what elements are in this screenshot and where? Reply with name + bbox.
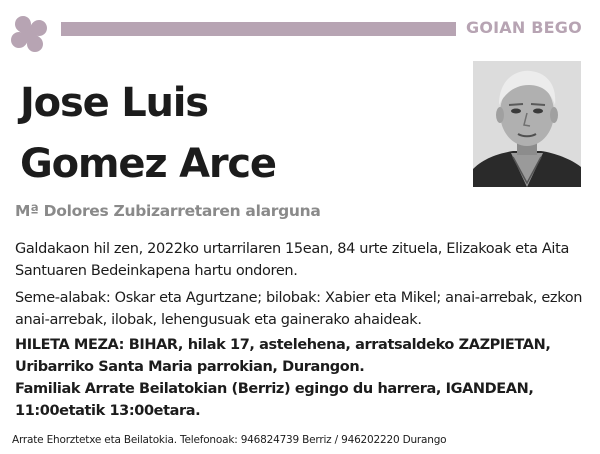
- reception-paragraph: Familiak Arrate Beilatokian (Berriz) egingo du harrera, IGANDEAN, 11:00etatik 13:00etara.: [15, 381, 534, 419]
- lauburu-icon: [3, 8, 55, 60]
- death-notice-paragraph: Galdakaon hil zen, 2022ko urtarrilaren 15ean, 84 urte zituela, Elizakoak eta Aita Santuaren Bedeinkapena hartu ondoren.: [15, 241, 569, 279]
- header-rule: [61, 22, 456, 36]
- deceased-first-name: Jose Luis: [20, 80, 208, 126]
- header-label: GOIAN BEGO: [466, 18, 582, 37]
- header: [0, 0, 600, 60]
- funeral-home-footer: Arrate Ehorztetxe eta Beilatokia. Telefonoak: 946824739 Berriz / 946202220 Durango: [12, 434, 447, 446]
- portrait-photo: [473, 61, 581, 187]
- funeral-mass-paragraph: HILETA MEZA: BIHAR, hilak 17, astelehena, arratsaldeko ZAZPIETAN, Uribarriko Santa Maria parrokian, Durangon.: [15, 337, 551, 375]
- relatives-paragraph: Seme-alabak: Oskar eta Agurtzane; bilobak: Xabier eta Mikel; anai-arrebak, ezkon anai-arrebak, ilobak, lehengusuak eta gainerako ahaideak.: [15, 290, 583, 328]
- spouse-line: Mª Dolores Zubizarretaren alarguna: [15, 202, 321, 220]
- portrait-image: [473, 61, 581, 187]
- deceased-last-name: Gomez Arce: [20, 141, 276, 187]
